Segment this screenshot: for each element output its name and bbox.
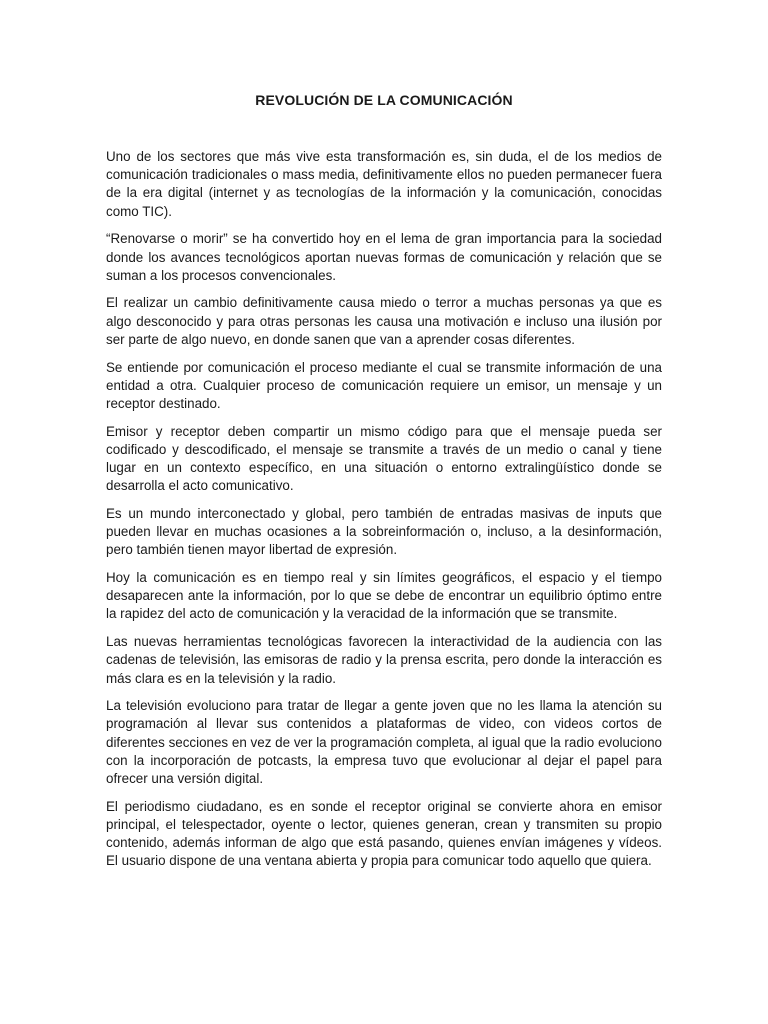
document-title: REVOLUCIÓN DE LA COMUNICACIÓN xyxy=(255,92,513,108)
paragraph: Es un mundo interconectado y global, pero también de entradas masivas de inputs que pueden llevar en muchas ocasiones a la sobreinformación o, incluso, a la desinformación, pero también tienen mayor libertad de expresión. xyxy=(106,505,662,558)
paragraph: Hoy la comunicación es en tiempo real y sin límites geográficos, el espacio y el tiempo desaparecen ante la información, por lo que se debe de encontrar un equilibrio óptimo entre la rapidez del acto de comunicación y la veracidad de la información que se transmite. xyxy=(106,570,662,622)
document-body xyxy=(106,148,662,880)
paragraph: “Renovarse o morir” se ha convertido hoy en el lema de gran importancia para la sociedad donde los avances tecnológicos aportan nuevas formas de comunicación y relación que se suman a los procesos convencionales. xyxy=(106,231,662,283)
paragraph: Las nuevas herramientas tecnológicas favorecen la interactividad de la audiencia con las cadenas de televisión, las emisoras de radio y la prensa escrita, pero donde la interacción es más clara es en la televisión y la radio. xyxy=(106,634,662,686)
paragraph: El realizar un cambio definitivamente causa miedo o terror a muchas personas ya que es algo desconocido y para otras personas les causa una motivación e incluso una ilusión por ser parte de algo nuevo, en donde sanen que van a aprender cosas diferentes. xyxy=(106,295,662,347)
paragraph: Se entiende por comunicación el proceso mediante el cual se transmite información de una entidad a otra. Cualquier proceso de comunicación requiere un emisor, un mensaje y un receptor destinado. xyxy=(106,359,662,411)
paragraph: El periodismo ciudadano, es en sonde el receptor original se convierte ahora en emisor principal, el telespectador, oyente o lector, quienes generan, crean y transmiten su propio contenido, además informan de algo que está pasando, quienes envían imágenes y vídeos. El usuario dispone de una ventana abierta y propia para comunicar todo aquello que quiera. xyxy=(106,798,662,869)
paragraph: Emisor y receptor deben compartir un mismo código para que el mensaje pueda ser codificado y descodificado, el mensaje se transmite a través de un medio o canal y tiene lugar en un contexto específico, en una situación o entorno extralingüístico donde se desarrolla el acto comunicativo. xyxy=(106,423,662,494)
paragraph: La televisión evoluciono para tratar de llegar a gente joven que no les llama la atención su programación al llevar sus contenidos a plataformas de video, con videos cortos de diferentes secciones en vez de ver la programación completa, al igual que la radio evoluciono con la incorporación de potcasts, la empresa tuvo que evolucionar al dejar el papel para ofrecer una versión digital. xyxy=(106,698,662,787)
paragraph: Uno de los sectores que más vive esta transformación es, sin duda, el de los medios de comunicación tradicionales o mass media, definitivamente ellos no pueden permanecer fuera de la era digital (internet y as tecnologías de la información y la comunicación, conocidas como TIC). xyxy=(106,149,662,219)
